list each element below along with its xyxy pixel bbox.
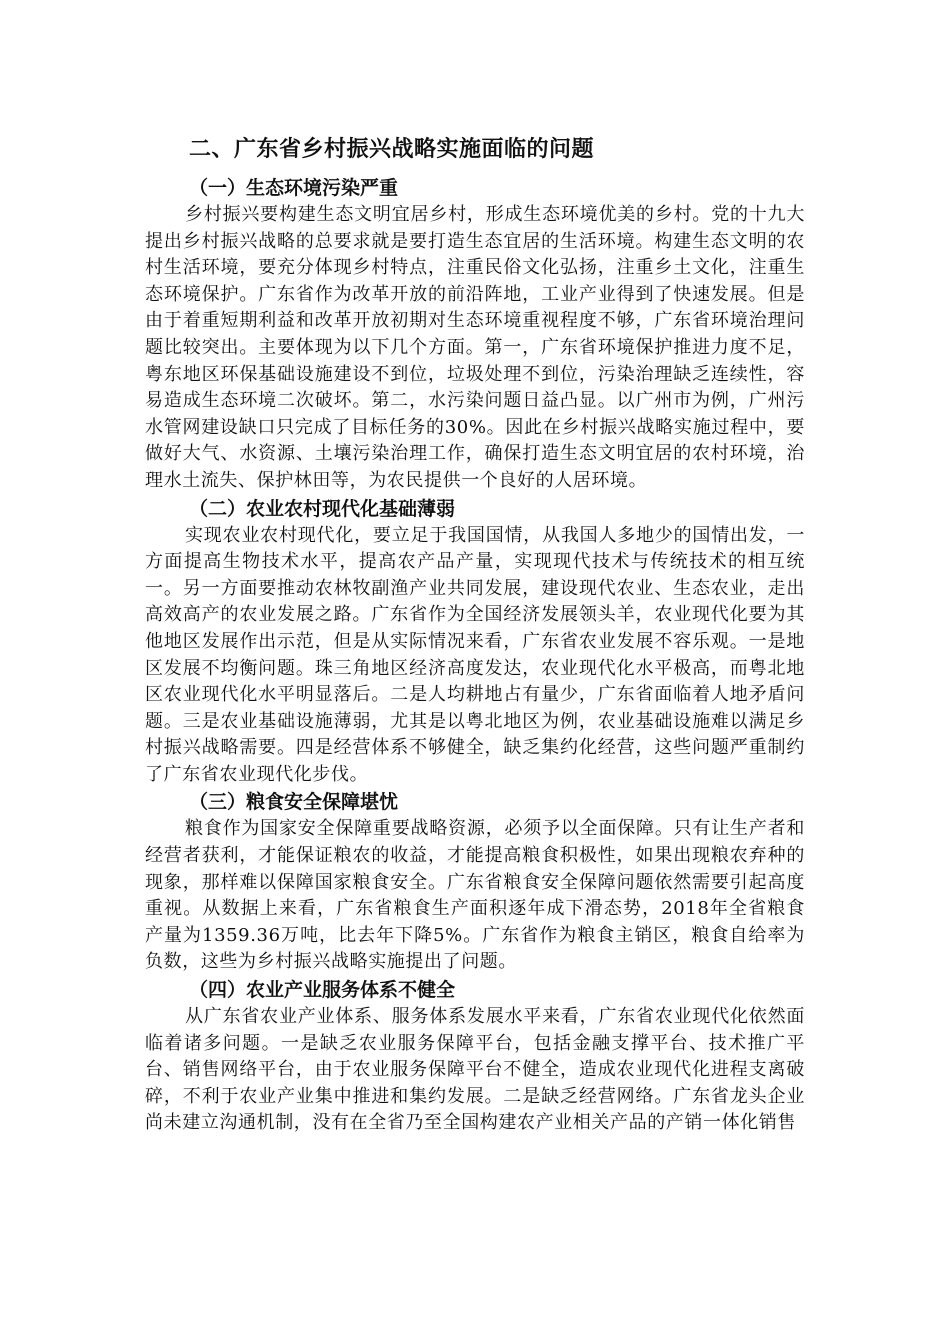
section-paragraph-2: 实现农业农村现代化，要立足于我国国情，从我国人多地少的国情出发，一方面提高生物技术水平，提高农产品产量，实现现代技术与传统技术的相互统一。另一方面要推动农林牧副渔产业共同发展，建设现代农业、生态农业，走出高效高产的农业发展之路。广东省作为全国经济发展领头羊，农业现代化要为其他地区发展作出示范，但是从实际情况来看，广东省农业发展不容乐观。一是地区发展不均衡问题。珠三角地区经济高度发达，农业现代化水平极高，而粤北地区农业现代化水平明显落后。二是人均耕地占有量少，广东省面临着人地矛盾问题。三是农业基础设施薄弱，尤其是以粤北地区为例，农业基础设施难以满足乡村振兴战略需要。四是经营体系不够健全，缺乏集约化经营，这些问题严重制约了广东省农业现代化步伐。: [145, 524, 805, 785]
section-paragraph-1: 乡村振兴要构建生态文明宜居乡村，形成生态环境优美的乡村。党的十九大提出乡村振兴战略的总要求就是要打造生态宜居的生活环境。构建生态文明的农村生活环境，要充分体现乡村特点，注重民俗文化弘扬，注重乡土文化，注重生态环境保护。广东省作为改革开放的前沿阵地，工业产业得到了快速发展。但是由于着重短期利益和改革开放初期对生态环境重视程度不够，广东省环境治理问题比较突出。主要体现为以下几个方面。第一，广东省环境保护推进力度不足，粤东地区环保基础设施建设不到位，垃圾处理不到位，污染治理缺乏连续性，容易造成生态环境二次破坏。第二，水污染问题日益凸显。以广州市为例，广州污水管网建设缺口只完成了目标任务的30%。因此在乡村振兴战略实施过程中，要做好大气、水资源、土壤污染治理工作，确保打造生态文明宜居的农村环境，治理水土流失、保护林田等，为农民提供一个良好的人居环境。: [145, 204, 805, 491]
section-paragraph-4: 从广东省农业产业体系、服务体系发展水平来看，广东省农业现代化依然面临着诸多问题。一是缺乏农业服务保障平台，包括金融支撑平台、技术推广平台、销售网络平台，由于农业服务保障平台不健全，造成农业现代化进程支离破碎，不利于农业产业集中推进和集约发展。二是缺乏经营网络。广东省龙头企业尚未建立沟通机制，没有在全省乃至全国构建农产业相关产品的产销一体化销售: [145, 1006, 805, 1134]
section-heading-4: （四）农业产业服务体系不健全: [189, 979, 456, 1002]
section-paragraph-3: 粮食作为国家安全保障重要战略资源，必须予以全面保障。只有让生产者和经营者获利，才能保证粮农的收益，才能提高粮食积极性，如果出现粮农弃种的现象，那样难以保障国家粮食安全。广东省粮食安全保障问题依然需要引起高度重视。从数据上来看，广东省粮食生产面积逐年成下滑态势，2018年全省粮食产量为1359.36万吨，比去年下降5%。广东省作为粮食主销区，粮食自给率为负数，这些为乡村振兴战略实施提出了问题。: [145, 818, 805, 973]
section-heading-3: （三）粮食安全保障堪忧: [189, 791, 399, 814]
main-title: 二、广东省乡村振兴战略实施面临的问题: [189, 137, 595, 162]
document-body: [145, 134, 805, 1137]
section-heading-2: （二）农业农村现代化基础薄弱: [189, 497, 456, 520]
section-heading-1: （一）生态环境污染严重: [189, 177, 399, 199]
